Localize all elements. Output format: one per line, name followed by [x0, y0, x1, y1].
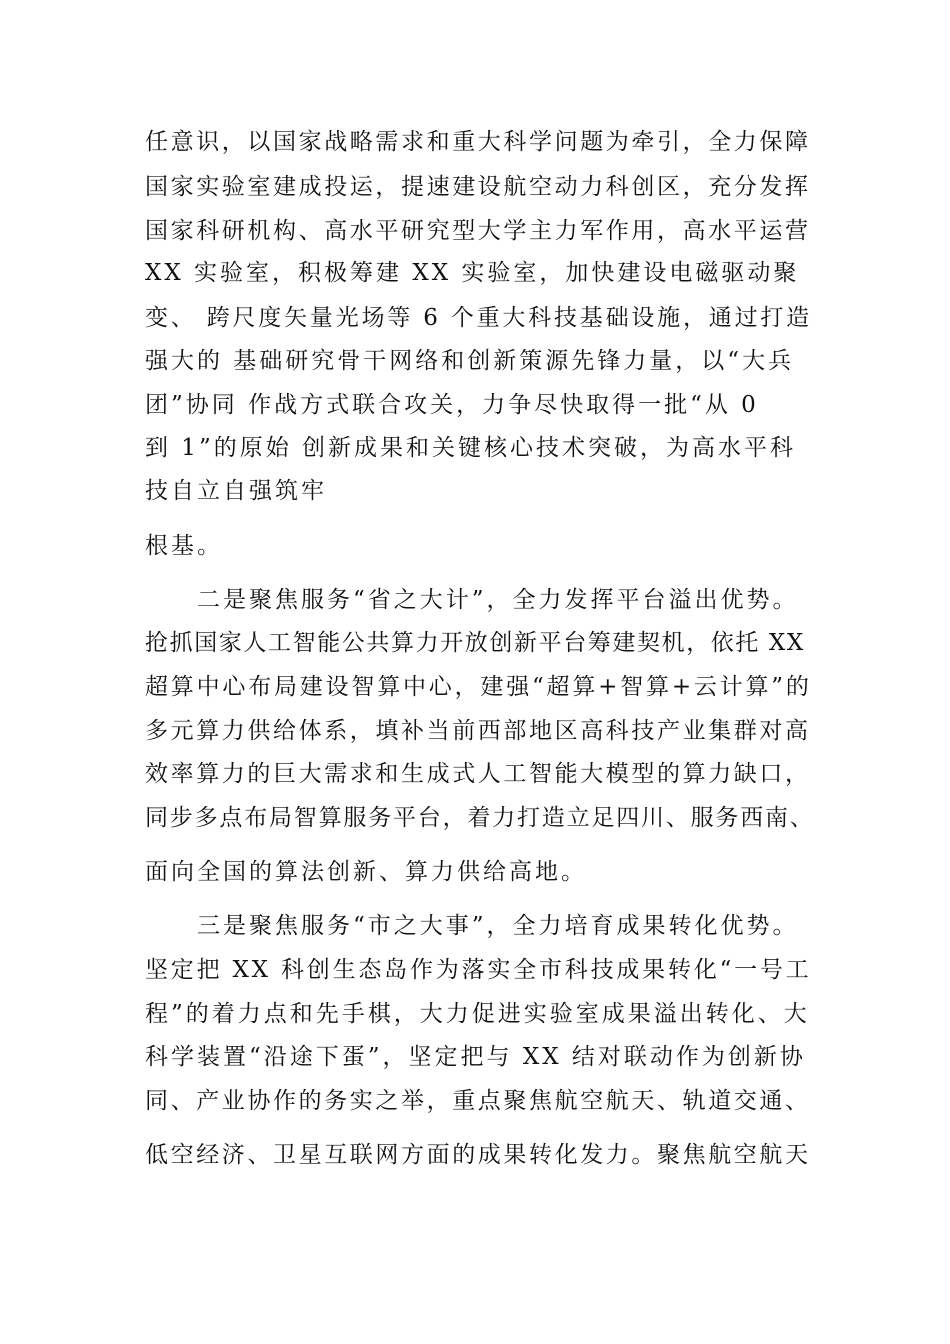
text-line: 效率算力的巨大需求和生成式人工智能大模型的算力缺口，: [145, 761, 811, 787]
text-line: 到 1”的原始 创新成果和关键核心技术突破，为高水平科: [145, 435, 797, 461]
paragraph-start-line: 二是聚焦服务“省之大计”，全力发挥平台溢出优势。: [145, 587, 799, 613]
text-line: XX 实验室，积极筹建 XX 实验室，加快建设电磁驱动聚: [145, 260, 800, 286]
text-line: 同、产业协作的务实之举，重点聚焦航空航天、轨道交通、: [145, 1088, 811, 1114]
text-line: 超算中心布局建设智算中心，建强“超算+智算+云计算”的: [145, 674, 812, 700]
text-line: 同步多点布局智算服务平台，着力打造立足四川、服务西南、: [145, 805, 815, 831]
text-line: 面向全国的算法创新、算力供给高地。: [145, 859, 587, 885]
text-line: 强大的 基础研究骨干网络和创新策源先锋力量，以“大兵: [145, 348, 795, 374]
text-line: 坚定把 XX 科创生态岛作为落实全市科技成果转化“一号工: [145, 957, 812, 983]
text-line: 国家实验室建成投运，提速建设航空动力科创区，充分发挥: [145, 174, 811, 200]
text-line: 科学装置“沿途下蛋”，坚定把与 XX 结对联动作为创新协: [145, 1044, 806, 1070]
text-line: 技自立自强筑牢: [145, 478, 327, 504]
text-line: 低空经济、卫星互联网方面的成果转化发力。聚焦航空航天: [145, 1142, 811, 1168]
text-line: 多元算力供给体系，填补当前西部地区高科技产业集群对高: [145, 718, 811, 744]
text-line: 团”协同 作战方式联合攻关，力争尽快取得一批“从 0: [145, 392, 759, 418]
text-line: 任意识，以国家战略需求和重大科学问题为牵引，全力保障: [145, 129, 811, 155]
text-line: 程”的着力点和先手棋，大力促进实验室成果溢出转化、大: [145, 1001, 810, 1027]
text-line: 国家科研机构、高水平研究型大学主力军作用，高水平运营: [145, 218, 811, 244]
text-line: 变、 跨尺度矢量光场等 6 个重大科技基础设施，通过打造: [145, 305, 812, 331]
paragraph-start-line: 三是聚焦服务“市之大事”，全力培育成果转化优势。: [145, 913, 799, 939]
text-line: 根基。: [145, 533, 223, 559]
text-line: 抢抓国家人工智能公共算力开放创新平台筹建契机，依托 XX: [145, 630, 805, 656]
